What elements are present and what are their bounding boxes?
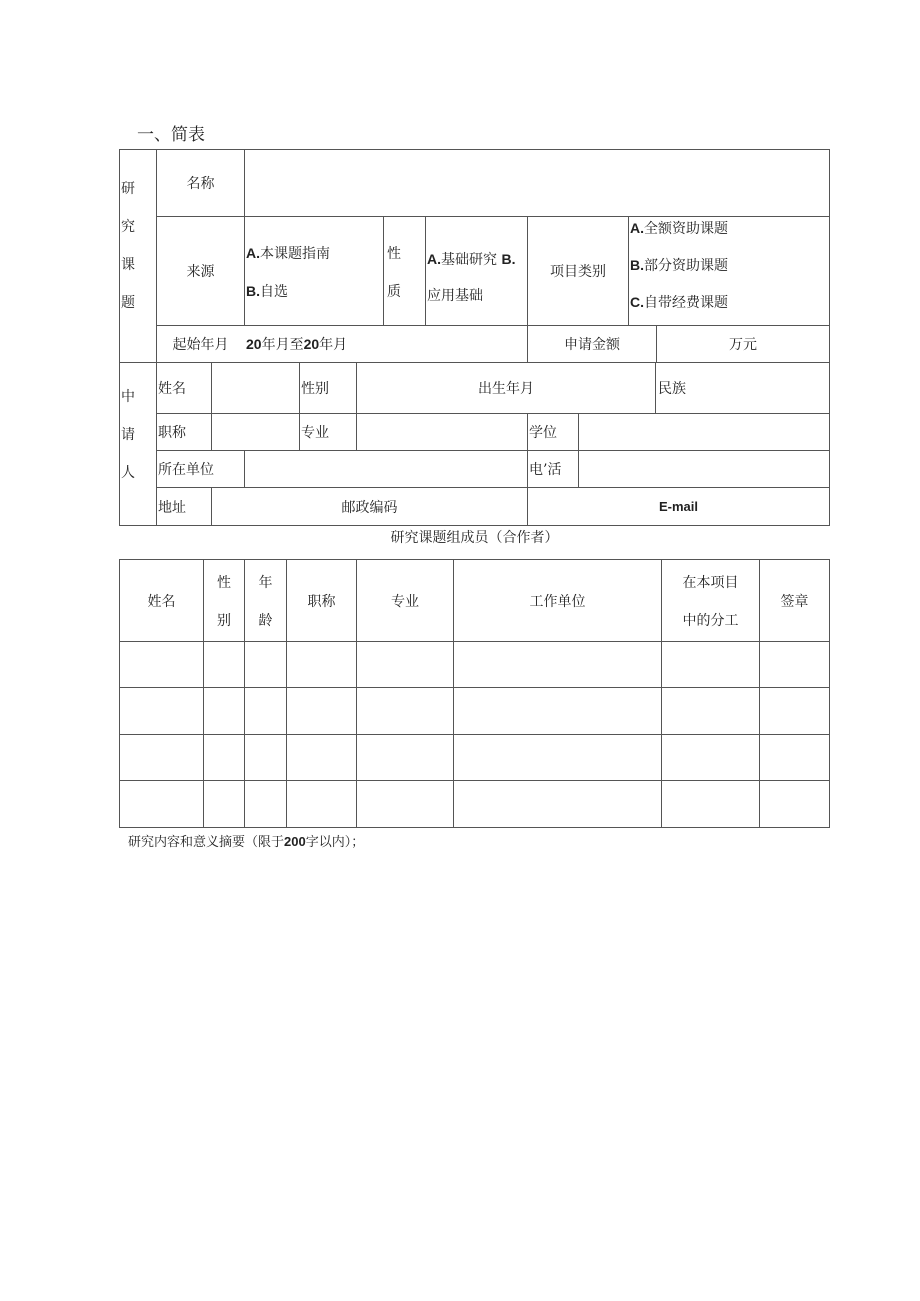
summary-note (128, 831, 364, 850)
members-caption: 研究课题组成员（合作者） (390, 530, 559, 546)
nature-option-b-text[interactable]: 应用基础 (427, 288, 483, 304)
start-date-mid: 年月至 (261, 337, 304, 353)
amount-value[interactable]: 万元 (729, 337, 757, 353)
start-date-label: 起始年月 (172, 337, 229, 353)
topic-group-char: 研 (121, 181, 135, 197)
section-title: 一、简表 (137, 125, 205, 145)
year-prefix: 20 (303, 336, 320, 352)
option-text: 自带经费课题 (644, 295, 728, 311)
col-header-gender (204, 560, 244, 641)
option-text: 部分资助课题 (644, 258, 728, 274)
option-text: 自选 (260, 284, 288, 300)
option-prefix: B. (501, 251, 516, 267)
email-label: E-mail (658, 499, 698, 514)
col-header-role (662, 560, 759, 641)
year-prefix: 20 (246, 336, 262, 352)
postcode-label: 邮政编码 (341, 499, 398, 516)
summary-note-pre: 研究内容和意义摘要（限于 (128, 835, 285, 850)
title-label: 职称 (158, 425, 186, 441)
applicant-group-char: 请 (121, 427, 135, 443)
degree-label: 学位 (529, 425, 557, 441)
applicant-group-char: 人 (121, 465, 135, 481)
option-prefix: B. (630, 257, 644, 273)
phone-label: 电’活 (529, 462, 562, 478)
header-char: 性 (217, 575, 231, 591)
col-header-unit: 工作单位 (529, 593, 586, 610)
topic-group-char: 题 (121, 295, 135, 311)
category-label: 项目类别 (550, 264, 606, 280)
amount-label: 申请金额 (564, 337, 620, 353)
applicant-name-label: 姓名 (158, 381, 186, 397)
nature-label-char: 性 (387, 246, 401, 262)
nature-label-char: 质 (387, 284, 401, 300)
option-prefix: B. (246, 283, 260, 299)
summary-note-post: 字以内）； (305, 835, 365, 850)
table-row[interactable] (120, 781, 829, 827)
option-prefix: A. (246, 245, 260, 261)
summary-note-num: 200 (284, 834, 306, 849)
topic-group-char: 究 (121, 219, 135, 235)
option-prefix: A. (427, 251, 441, 267)
gender-label: 性别 (301, 381, 329, 397)
header-char: 年 (258, 575, 273, 591)
topic-group-char: 课 (121, 257, 135, 273)
table-row[interactable] (120, 735, 829, 780)
table-row[interactable] (120, 688, 829, 734)
option-text: 全额资助课题 (644, 221, 728, 237)
start-date-end: 年月 (319, 337, 348, 353)
unit-label: 所在单位 (158, 462, 214, 478)
header-char: 龄 (258, 613, 273, 629)
name-label: 名称 (186, 176, 215, 192)
col-header-title: 职称 (307, 593, 336, 610)
source-label: 来源 (186, 264, 215, 280)
option-prefix: A. (630, 220, 644, 236)
col-header-name: 姓名 (147, 593, 176, 610)
address-label: 地址 (158, 499, 186, 516)
table-row[interactable] (120, 642, 829, 687)
birth-label: 出生年月 (478, 381, 534, 397)
header-char: 别 (217, 613, 231, 629)
col-header-age (245, 560, 286, 641)
col-header-sign: 签章 (780, 593, 809, 610)
option-text: 本课题指南 (260, 246, 330, 262)
major-label: 专业 (301, 425, 329, 441)
header-line: 中的分工 (682, 613, 739, 629)
col-header-major: 专业 (391, 593, 419, 610)
header-line: 在本项目 (682, 575, 739, 591)
option-text: 基础研究 (441, 252, 497, 268)
ethnic-label: 民族 (658, 381, 686, 397)
option-prefix: C. (630, 294, 644, 310)
applicant-group-char: 中 (121, 389, 135, 405)
